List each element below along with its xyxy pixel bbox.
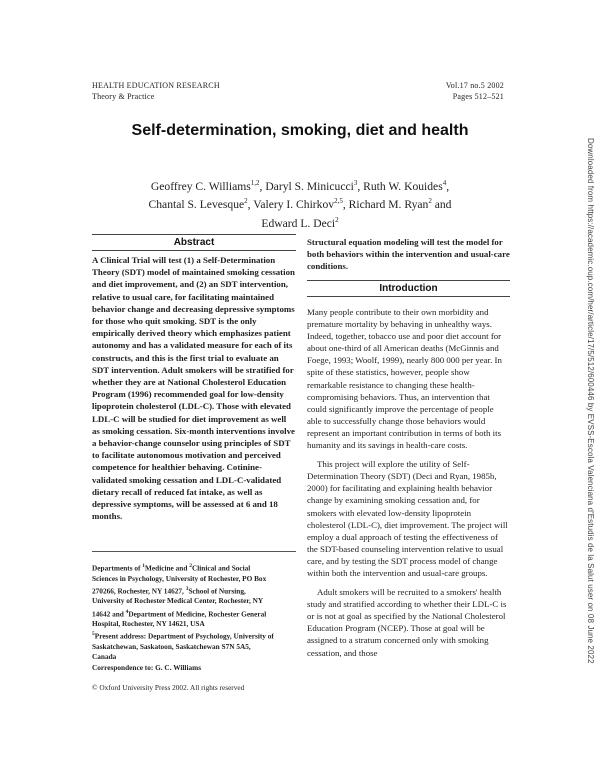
introduction-heading: Introduction (307, 280, 510, 297)
author-affiliation-mark: 1,2 (250, 179, 260, 187)
affiliation-text: Present address: Department of Psychology, University of (94, 631, 274, 641)
affiliation-line: University of Rochester Medical Center, Rochester, NY (92, 596, 264, 606)
affiliations-footnote (92, 561, 300, 673)
affiliation-mark: 5 (92, 631, 95, 638)
journal-subtitle: Theory & Practice (92, 92, 155, 101)
affiliation-mark: 4 (125, 608, 129, 615)
author-affiliation-mark: 2,5 (334, 197, 343, 206)
affiliation-line (92, 607, 300, 620)
download-watermark: Downloaded from https://academic.oup.com/her/article/17/5/512/600446 by EVSS-Escola Valenciana d'Estudis de la Salut user on 08 June 2022 (586, 138, 595, 664)
author-affiliation-mark: 4 (442, 179, 447, 187)
copyright-notice: © Oxford University Press 2002. All rights reserved (92, 683, 245, 692)
article-title: Self-determination, smoking, diet and health (131, 122, 469, 139)
author-name: Edward L. Deci (261, 216, 336, 230)
affiliation-line: Saskatchewan, Saskatoon, Saskatchewan S7N 5A5, (92, 642, 251, 652)
affiliation-line (92, 584, 300, 597)
author-affiliation-mark: 2 (428, 197, 432, 206)
affiliation-text: School of Nursing, (188, 586, 246, 596)
footnote-divider (92, 551, 296, 552)
author-name: Chantal S. Levesque (148, 198, 245, 212)
running-header-left (92, 80, 220, 102)
affiliation-text: 14642 and (92, 609, 126, 619)
introduction-paragraph: Adult smokers will be recruited to a smokers' health study and stratified according to whether their LDL-C is or is not at goal as specified by the National Cholesterol Education Program (NCEP). Those at goal will be assigned to a stratum concerned only with smoking cessation, and those (307, 587, 507, 658)
affiliation-text: 270266, Rochester, NY 14627, (92, 586, 186, 596)
affiliation-text: Department of Medicine, Rochester General (128, 609, 267, 619)
affiliation-line: Hospital, Rochester, NY 14621, USA (92, 619, 205, 629)
introduction-paragraph: This project will explore the utility of Self-Determination Theory (SDT) (Deci and Ryan, 1985b, 2000) for facilitating and explaining health behavior change by examining smoking cessation and, for smokers with elevated low-density lipoprotein cholesterol (LDL-C), diet improvement. The project will employ a dual approach of testing the effectiveness of the SDT-based counseling intervention relative to usual care, and by testing the SDT process model of change within both the intervention and usual-care groups. (307, 459, 508, 578)
author-affiliation-mark: 3 (353, 179, 358, 187)
journal-name: HEALTH EDUCATION RESEARCH (92, 81, 220, 90)
affiliation-text: Departments of (92, 563, 143, 573)
author-name: , Daryl S. Minicucci (259, 179, 354, 193)
abstract-text: A Clinical Trial will test (1) a Self-Determination Theory (SDT) model of maintained smoking cessation and diet improvement, and (2) an SDT intervention, relative to usual care, for facilitating maintained behavior change and decreasing depressive symptoms for those who quit smoking. SDT is the only empirically derived theory which emphasizes patient autonomy and has a validated measure for each of its constructs, and this is the first trial to evaluate an SDT intervention. Adult smokers will be stratified for whether they are at National Cholesterol Education Program (1996) recommended goal for low-density lipoprotein cholesterol (LDL-C). Those with elevated LDL-C will be studied for diet improvement as well as smoking cessation. Six-month interventions involve a behavior-change counselor using principles of SDT to facilitate autonomous motivation and perceived competence for healthier behaving. Cotinine-validated smoking cessation and LDL-C-validated dietary recall of reduced fat intake, as well as depressive symptoms, will be assessed at 6 and 18 months. (92, 255, 295, 522)
introduction-body (307, 306, 510, 666)
affiliation-line (92, 629, 300, 642)
author-name: , Valery I. Chirkov (247, 198, 335, 212)
abstract-heading: Abstract (92, 234, 296, 251)
abstract-continuation: Structural equation modeling will test the model for both behaviors within the intervention and usual-care conditions. (307, 237, 510, 272)
volume-info: Vol.17 no.5 2002 (445, 81, 504, 90)
affiliation-mark: 3 (185, 585, 189, 592)
author-name: Geoffrey C. Williams (150, 179, 251, 193)
author-list: Geoffrey C. Williams$^{1,2}$, Daryl S. Minicucci$^3$, Ruth W. Kouides$^4$, Chantal S. Levesque$^2$, Valery I. Chirkov$^{2,5}$, Richard M. Ryan$^2$ and Edward L. Deci$^2$ (148, 179, 452, 230)
running-header-right (446, 80, 504, 102)
affiliation-text: Clinical and Social (191, 563, 251, 573)
affiliation-line (92, 561, 300, 574)
author-conjunction: and (431, 198, 452, 212)
affiliation-mark: 2 (189, 563, 192, 569)
affiliation-line: Sciences in Psychology, University of Rochester, PO Box (92, 573, 267, 583)
affiliation-line: Canada (92, 652, 117, 662)
author-name: , Richard M. Ryan (342, 198, 429, 212)
affiliation-mark: 1 (142, 563, 146, 569)
correspondence-line: Correspondence to: G. C. Williams (92, 662, 202, 672)
introduction-paragraph: Many people contribute to their own morbidity and premature mortality by behaving in unhealthy ways. Indeed, together, tobacco use and poor diet account for about one-third of all American deaths (McGinnis and Foege, 1993; Woolf, 1999), nearly 800 000 per year. In spite of these statistics, however, people show remarkable resistance to changing these health-compromising behaviors. Thus, an intervention that could significantly improve the percentage of people able to successfully change those behaviors would represent an important contribution in terms of both its humanity and its savings in health-care costs. (307, 307, 502, 451)
author-affiliation-mark: 2 (244, 197, 248, 206)
affiliation-text: Medicine and (145, 563, 190, 573)
page-range: Pages 512–521 (452, 92, 504, 101)
author-affiliation-mark: 2 (335, 215, 339, 224)
author-name: , Ruth W. Kouides (357, 179, 443, 193)
